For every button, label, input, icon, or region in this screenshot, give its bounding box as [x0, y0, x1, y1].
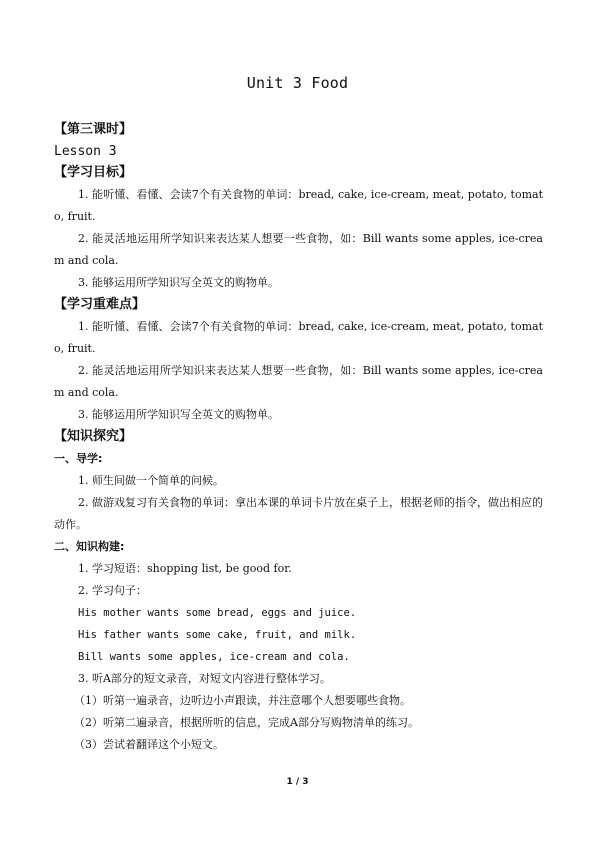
example-sentence: His father wants some cake, fruit, and milk.	[78, 629, 357, 641]
period-heading: 【第三课时】	[54, 122, 133, 137]
exploration-heading: 【知识探究】	[54, 429, 133, 444]
example-sentence: His mother wants some bread, eggs and juice.	[78, 607, 357, 619]
key-point-item: 3. 能够运用所学知识写全英文的购物单。	[78, 408, 279, 421]
key-point-item: 1. 能听懂、看懂、会读7个有关食物的单词：bread, cake, ice-cream, meat, potato, tomato, fruit.	[54, 320, 543, 355]
document-title: Unit 3 Food	[246, 74, 349, 92]
objective-item: 3. 能够运用所学知识写全英文的购物单。	[78, 276, 279, 289]
listening-step: （1）听第一遍录音，边听边小声跟读，并注意哪个人想要哪些食物。	[74, 694, 411, 707]
key-points-heading: 【学习重难点】	[54, 297, 146, 312]
guide-heading: 一、导学:	[54, 452, 103, 465]
objectives-heading: 【学习目标】	[54, 165, 133, 180]
example-sentence: Bill wants some apples, ice-cream and cola.	[78, 651, 350, 663]
document-body	[54, 119, 543, 756]
construction-item: 2. 学习句子：	[78, 584, 147, 597]
listening-step: （3）尝试着翻译这个小短文。	[74, 738, 224, 751]
key-point-item: 2. 能灵活地运用所学知识来表达某人想要一些食物，如：Bill wants some apples, ice-cream and cola.	[54, 364, 543, 399]
objective-item: 2. 能灵活地运用所学知识来表达某人想要一些食物，如：Bill wants some apples, ice-cream and cola.	[54, 232, 543, 267]
guide-item: 2. 做游戏复习有关食物的单词：拿出本课的单词卡片放在桌子上，根据老师的指令，做出相应的动作。	[54, 496, 543, 531]
page-number: 1 / 3	[286, 777, 309, 787]
construction-item: 1. 学习短语：shopping list, be good for.	[78, 562, 292, 575]
objective-item: 1. 能听懂、看懂、会读7个有关食物的单词：bread, cake, ice-cream, meat, potato, tomato, fruit.	[54, 188, 543, 223]
listening-step: （2）听第二遍录音，根据所听的信息，完成A部分写购物清单的练习。	[74, 716, 419, 729]
lesson-label: Lesson 3	[54, 144, 117, 159]
construction-item: 3. 听A部分的短文录音，对短文内容进行整体学习。	[78, 672, 331, 685]
construction-heading: 二、知识构建:	[54, 540, 125, 553]
guide-item: 1. 师生间做一个简单的问候。	[78, 474, 224, 487]
